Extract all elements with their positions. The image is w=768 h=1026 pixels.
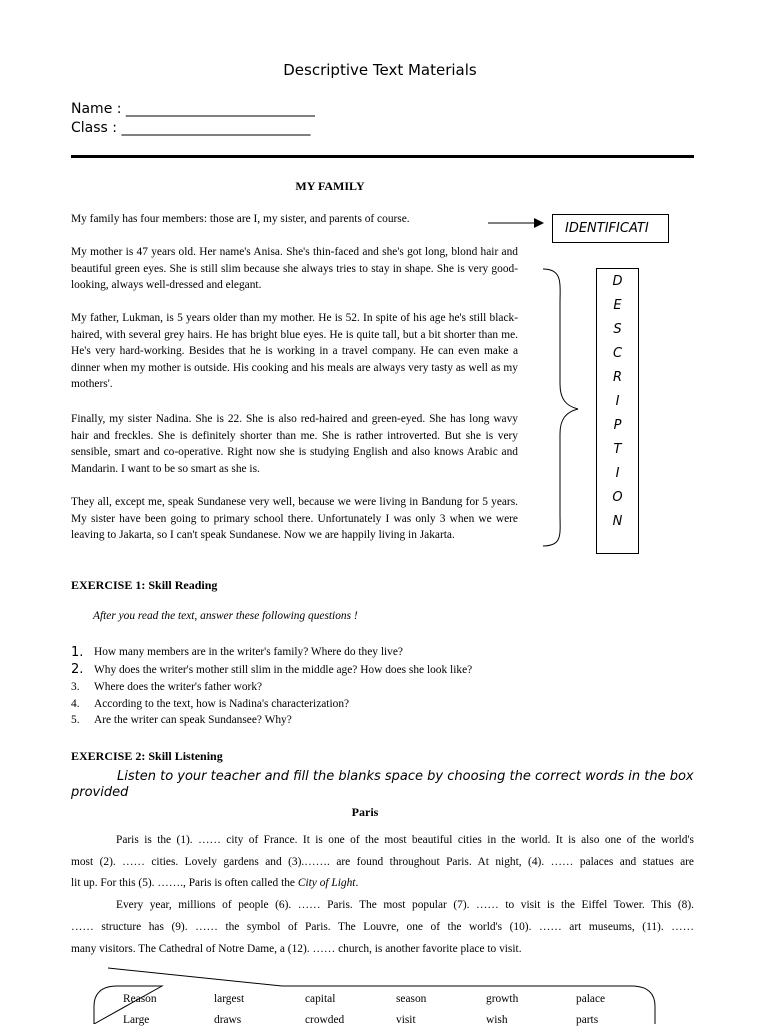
paragraph-mother: My mother is 47 years old. Her name's Anisa. She's thin-faced and she's got long, blond hair and beautiful green eyes. She is still slim because she always tries to stay in shape. She is very good-looking, always well-dressed and elegant. [71, 246, 518, 291]
passage-line: Paris is the (1). …… city of France. It is one of the most beautiful cities in the world. It is also one of the world's [116, 834, 694, 846]
description-letter: I [615, 466, 620, 481]
word-option: visit [396, 1014, 416, 1026]
description-letter: E [613, 298, 622, 313]
description-letter: O [612, 490, 623, 505]
passage-title: Paris [351, 805, 379, 819]
city-of-light: City of Light [297, 877, 356, 889]
word-option: draws [214, 1014, 242, 1026]
passage-line: many visitors. The Cathedral of Notre Dame, a (12). …… church, is another favorite place to visit. [71, 943, 522, 955]
description-letter: D [612, 274, 623, 289]
class-field-line: Class : ___________________________ [71, 120, 311, 136]
question-number: 4. [71, 698, 80, 710]
word-option: growth [486, 993, 519, 1005]
paragraph-sister: Finally, my sister Nadina. She is 22. She is also red-haired and green-eyed. She has long wavy hair and freckles. She is definitely shorter than me. She is rather introverted. But she is very sensible, smart and co-operative. Right now she is studying English and also knows Arabic and Mandarin. I want to be so smart as she is. [71, 413, 518, 475]
paragraph-conclusion: They all, except me, speak Sundanese very well, because we were living in Bandung for 5 years. My sister have been going to primary school there. Unfortunately I was only 3 when we were leaving to Jakarta, so I can't speak Sundanese. Now we are happily living in Jakarta. [71, 496, 518, 541]
question-text: How many members are in the writer's family? Where do they live? [94, 646, 403, 658]
exercise1-heading: EXERCISE 1: Skill Reading [71, 578, 218, 592]
passage-line: Every year, millions of people (6). …… Paris. The most popular (7). …… to visit is the Eiffel Tower. This (8). [116, 899, 694, 911]
word-option: palace [576, 993, 606, 1005]
word-option: Large [123, 1014, 150, 1026]
word-option: crowded [305, 1014, 345, 1026]
question-text: Why does the writer's mother still slim in the middle age? How does she look like? [94, 664, 473, 676]
description-letter: P [613, 418, 622, 433]
description-letter: R [612, 370, 623, 385]
word-option: largest [214, 993, 245, 1005]
exercise2-instruction: Listen to your teacher and fill the blanks space by choosing the correct words in the box provided [71, 769, 694, 800]
word-option: season [396, 993, 427, 1005]
question-number: 3. [71, 681, 80, 693]
exercise2-heading: EXERCISE 2: Skill Listening [71, 749, 223, 763]
description-letter: S [613, 322, 622, 337]
document-title: Descriptive Text Materials [283, 61, 477, 79]
description-letter: N [612, 514, 623, 529]
exercise1-instruction: After you read the text, answer these following questions ! [93, 610, 358, 622]
description-letter: T [613, 442, 622, 457]
question-text: Are the writer can speak Sundansee? Why? [94, 714, 292, 726]
name-field-line: Name : ___________________________ [71, 101, 315, 117]
question-number: 2. [71, 662, 84, 677]
word-option: wish [486, 1014, 508, 1026]
identification-arrow [486, 216, 546, 230]
text-title: MY FAMILY [295, 179, 365, 193]
description-letter: I [615, 394, 620, 409]
question-text: According to the text, how is Nadina's characterization? [94, 698, 350, 710]
passage-line-text: lit up. For this (5). ……., Paris is often called the [71, 877, 295, 889]
question-number: 5. [71, 714, 80, 726]
header-divider [71, 155, 694, 158]
paragraph-father: My father, Lukman, is 5 years older than my mother. He is 52. In spite of his age he's still black-haired, with several grey hairs. He has bright blue eyes. He is quite tall, but a bit shorter than me. He's very hard-working. Besides that he is working in a travel company. He can even make a dinner when my mother is outside. His cooking and his meals are always very tasty as well as my mothers'. [71, 312, 518, 390]
description-brace [538, 264, 588, 554]
question-number: 1. [71, 645, 84, 660]
word-option: Reason [123, 993, 157, 1005]
identification-label: IDENTIFICATI [552, 214, 669, 243]
paragraph-identification: My family has four members: those are I, my sister, and parents of course. [71, 213, 410, 225]
passage-line: …… structure has (9). …… the symbol of Paris. The Louvre, one of the world's (10). …… art museums, (11). …… [71, 921, 694, 933]
passage-line: most (2). …… cities. Lovely gardens and (3).……. are found throughout Paris. At night, (4). …… palaces and statues are [71, 856, 694, 868]
description-label [596, 268, 639, 554]
passage-line: lit up. For this (5). ……., Paris is often called the City of Light. [71, 877, 359, 889]
description-letter: C [612, 346, 623, 361]
word-option: parts [576, 1014, 599, 1026]
word-option: capital [305, 993, 336, 1005]
question-text: Where does the writer's father work? [94, 681, 263, 693]
